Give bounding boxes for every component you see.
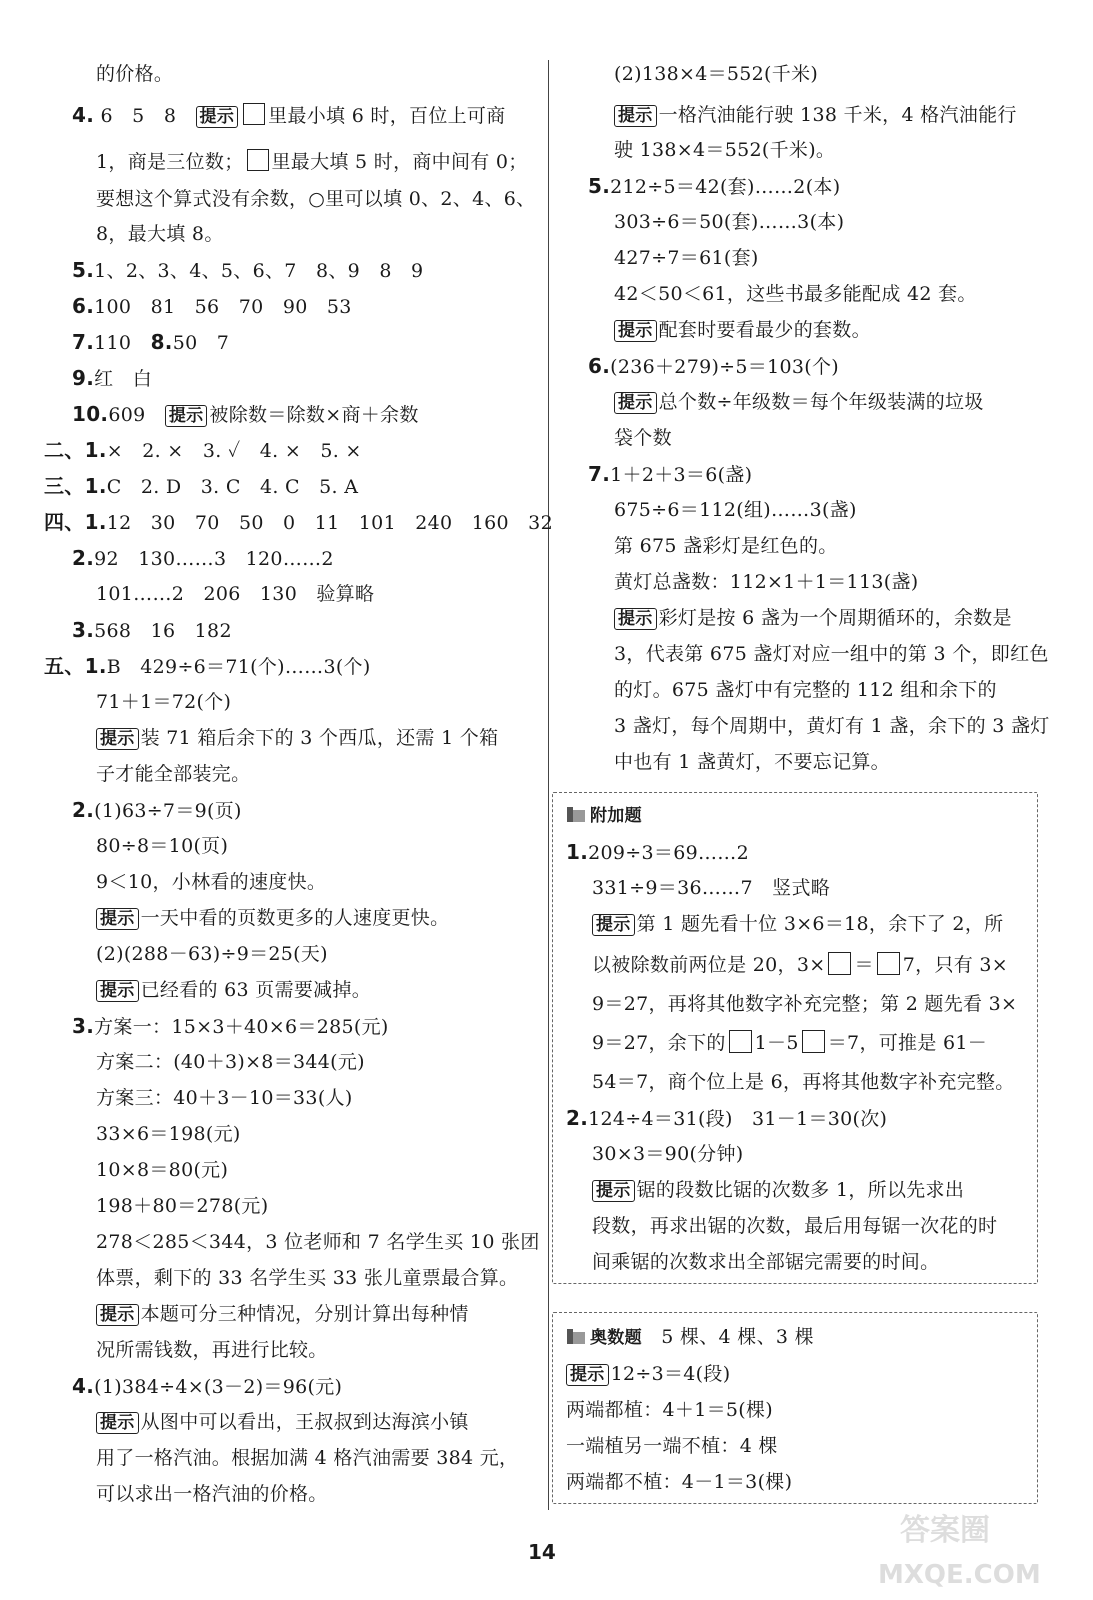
bonus-line-4: 9＝27，再将其他数字补充完整；第 2 题先看 3× <box>592 993 1018 1015</box>
left-line-4: 8，最大填 8。 <box>96 223 224 245</box>
left-line-31: 198＋80＝278(元) <box>96 1195 269 1217</box>
left-line-37: 提示 从图中可以看出，王叔叔到达海滨小镇 <box>96 1410 469 1434</box>
left-line-19: 子才能全部装完。 <box>96 763 251 785</box>
left-line-7: 7.110 8.50 7 <box>72 330 230 354</box>
bonus-line-2: 提示 第 1 题先看十位 3×6＝18，余下了 2，所 <box>592 912 1003 936</box>
bonus-line-11: 间乘锯的次数求出全部锯完需要的时间。 <box>592 1251 940 1273</box>
bonus-line-3: 以被除数前两位是 20，3× ＝ 7，只有 3× <box>592 954 1008 976</box>
left-line-6: 6.100 81 56 70 90 53 <box>72 294 352 318</box>
right-line-16: 3，代表第 675 盏灯对应一组中的第 3 个，即红色 <box>614 643 1049 665</box>
bonus-line-1: 331÷9＝36……7 竖式略 <box>592 877 831 899</box>
left-line-34: 提示 本题可分三种情况，分别计算出每种情 <box>96 1302 469 1326</box>
bonus-line-10: 段数，再求出锯的次数，最后用每锯一次花的时 <box>592 1215 998 1237</box>
right-line-4: 303÷6＝50(套)……3(本) <box>614 211 845 233</box>
folder-icon <box>566 806 586 823</box>
left-line-11: 三、1.C 2. D 3. C 4. C 5. A <box>44 474 359 498</box>
right-line-1: 提示 一格汽油能行驶 138 千米，4 格汽油能行 <box>614 103 1017 127</box>
right-line-0: (2)138×4＝552(千米) <box>614 63 819 85</box>
tip-label: 提示 <box>592 1180 635 1202</box>
bonus-title: 附加题 <box>566 803 642 828</box>
right-line-10: 袋个数 <box>614 427 672 449</box>
watermark-text-bottom: MXQE.COM <box>878 1560 1041 1590</box>
right-line-18: 3 盏灯，每个周期中，黄灯有 1 盏，余下的 3 盏灯 <box>614 715 1050 737</box>
left-line-20: 2.(1)63÷7＝9(页) <box>72 798 242 822</box>
tip-label: 提示 <box>96 980 139 1002</box>
left-line-0: 的价格。 <box>96 63 174 85</box>
blank-box <box>729 1030 752 1053</box>
right-line-5: 427÷7＝61(套) <box>614 247 759 269</box>
bonus-line-5: 9＝27，余下的 1－5 ＝7，可推是 61－ <box>592 1032 988 1054</box>
right-line-8: 6.(236＋279)÷5＝103(个) <box>588 354 839 378</box>
left-line-2: 1，商是三位数； 里最大填 5 时，商中间有 0； <box>96 151 528 173</box>
tip-label: 提示 <box>614 320 657 342</box>
right-line-12: 675÷6＝112(组)……3(盏) <box>614 499 857 521</box>
left-line-15: 3.568 16 182 <box>72 618 232 642</box>
tip-label: 提示 <box>96 908 139 930</box>
left-line-35: 况所需钱数，再进行比较。 <box>96 1339 328 1361</box>
watermark-logo <box>870 1495 1080 1595</box>
left-line-24: (2)(288－63)÷9＝25(天) <box>96 943 328 965</box>
right-line-11: 7.1＋2＋3＝6(盏) <box>588 462 753 486</box>
left-line-18: 提示 装 71 箱后余下的 3 个西瓜，还需 1 个箱 <box>96 726 498 750</box>
left-line-32: 278＜285＜344，3 位老师和 7 名学生买 10 张团 <box>96 1231 540 1253</box>
olympiad-line-2: 一端植另一端不植：4 棵 <box>566 1435 778 1457</box>
left-line-12: 四、1.12 30 70 50 0 11 101 240 160 32 <box>44 510 553 534</box>
blank-box <box>247 149 269 171</box>
left-line-9: 10.609 提示 被除数＝除数×商＋余数 <box>72 402 419 426</box>
right-line-7: 提示 配套时要看最少的套数。 <box>614 318 871 342</box>
left-line-5: 5.1、2、3、4、5、6、7 8、9 8 9 <box>72 258 424 282</box>
tip-label: 提示 <box>196 106 239 128</box>
left-line-27: 方案二：(40＋3)×8＝344(元) <box>96 1051 365 1073</box>
olympiad-line-3: 两端都不植：4－1＝3(棵) <box>566 1471 793 1493</box>
bonus-line-8: 30×3＝90(分钟) <box>592 1143 744 1165</box>
left-line-29: 33×6＝198(元) <box>96 1123 241 1145</box>
blank-box <box>828 952 851 975</box>
left-line-38: 用了一格汽油。根据加满 4 格汽油需要 384 元， <box>96 1447 519 1469</box>
column-divider <box>548 60 549 1510</box>
right-line-19: 中也有 1 盏黄灯，不要忘记算。 <box>614 751 890 773</box>
bonus-line-0: 1.209÷3＝69……2 <box>566 840 749 864</box>
blank-box <box>802 1030 825 1053</box>
blank-box <box>877 952 900 975</box>
right-line-2: 驶 138×4＝552(千米)。 <box>614 139 836 161</box>
left-line-3: 要想这个算式没有余数，○里可以填 0、2、4、6、 <box>96 188 536 210</box>
left-line-13: 2.92 130……3 120……2 <box>72 546 334 570</box>
tip-label: 提示 <box>614 105 657 127</box>
right-line-13: 第 675 盏彩灯是红色的。 <box>614 535 838 557</box>
tip-label: 提示 <box>592 914 635 936</box>
tip-label: 提示 <box>96 1304 139 1326</box>
olympiad-line-0: 提示 12÷3＝4(段) <box>566 1362 730 1386</box>
right-line-15: 提示 彩灯是按 6 盏为一个周期循环的，余数是 <box>614 606 1012 630</box>
right-line-3: 5.212÷5＝42(套)……2(本) <box>588 174 841 198</box>
right-line-17: 的灯。675 盏灯中有完整的 112 组和余下的 <box>614 679 997 701</box>
left-line-26: 3.方案一：15×3＋40×6＝285(元) <box>72 1014 389 1038</box>
page-number: 14 <box>528 1540 556 1564</box>
left-line-36: 4.(1)384÷4×(3－2)＝96(元) <box>72 1374 343 1398</box>
left-line-8: 9.红 白 <box>72 366 153 390</box>
left-line-30: 10×8＝80(元) <box>96 1159 229 1181</box>
tip-label: 提示 <box>566 1364 609 1386</box>
left-line-23: 提示 一天中看的页数更多的人速度更快。 <box>96 906 449 930</box>
tip-label: 提示 <box>165 405 208 427</box>
tip-label: 提示 <box>614 392 657 414</box>
left-line-28: 方案三：40＋3－10＝33(人) <box>96 1087 353 1109</box>
folder-icon <box>566 1328 586 1345</box>
left-line-14: 101……2 206 130 验算略 <box>96 583 375 605</box>
watermark-text-top: 答案圈 <box>900 1513 990 1548</box>
tip-label: 提示 <box>96 1412 139 1434</box>
left-line-33: 体票，剩下的 33 名学生买 33 张儿童票最合算。 <box>96 1267 519 1289</box>
left-line-17: 71＋1＝72(个) <box>96 691 232 713</box>
olympiad-title: 奥数题 5 棵、4 棵、3 棵 <box>566 1325 814 1350</box>
right-line-14: 黄灯总盏数：112×1＋1＝113(盏) <box>614 571 919 593</box>
left-line-1: 4. 6 5 8 提示 里最小填 6 时，百位上可商 <box>72 103 506 127</box>
left-line-22: 9＜10，小林看的速度快。 <box>96 871 327 893</box>
bonus-line-6: 54＝7，商个位上是 6，再将其他数字补充完整。 <box>592 1071 1015 1093</box>
left-line-10: 二、1.× 2. × 3. ✓ 4. × 5. × <box>44 438 362 462</box>
tip-label: 提示 <box>96 728 139 750</box>
left-line-21: 80÷8＝10(页) <box>96 835 229 857</box>
bonus-line-9: 提示 锯的段数比锯的次数多 1，所以先求出 <box>592 1178 964 1202</box>
left-line-25: 提示 已经看的 63 页需要减掉。 <box>96 978 371 1002</box>
right-line-6: 42＜50＜61，这些书最多能配成 42 套。 <box>614 283 977 305</box>
tip-label: 提示 <box>614 608 657 630</box>
bonus-line-7: 2.124÷4＝31(段) 31－1＝30(次) <box>566 1106 888 1130</box>
blank-box <box>243 103 265 125</box>
olympiad-line-1: 两端都植：4＋1＝5(棵) <box>566 1399 773 1421</box>
left-line-16: 五、1.B 429÷6＝71(个)……3(个) <box>44 654 371 678</box>
right-line-9: 提示 总个数÷年级数＝每个年级装满的垃圾 <box>614 390 984 414</box>
left-line-39: 可以求出一格汽油的价格。 <box>96 1483 328 1505</box>
